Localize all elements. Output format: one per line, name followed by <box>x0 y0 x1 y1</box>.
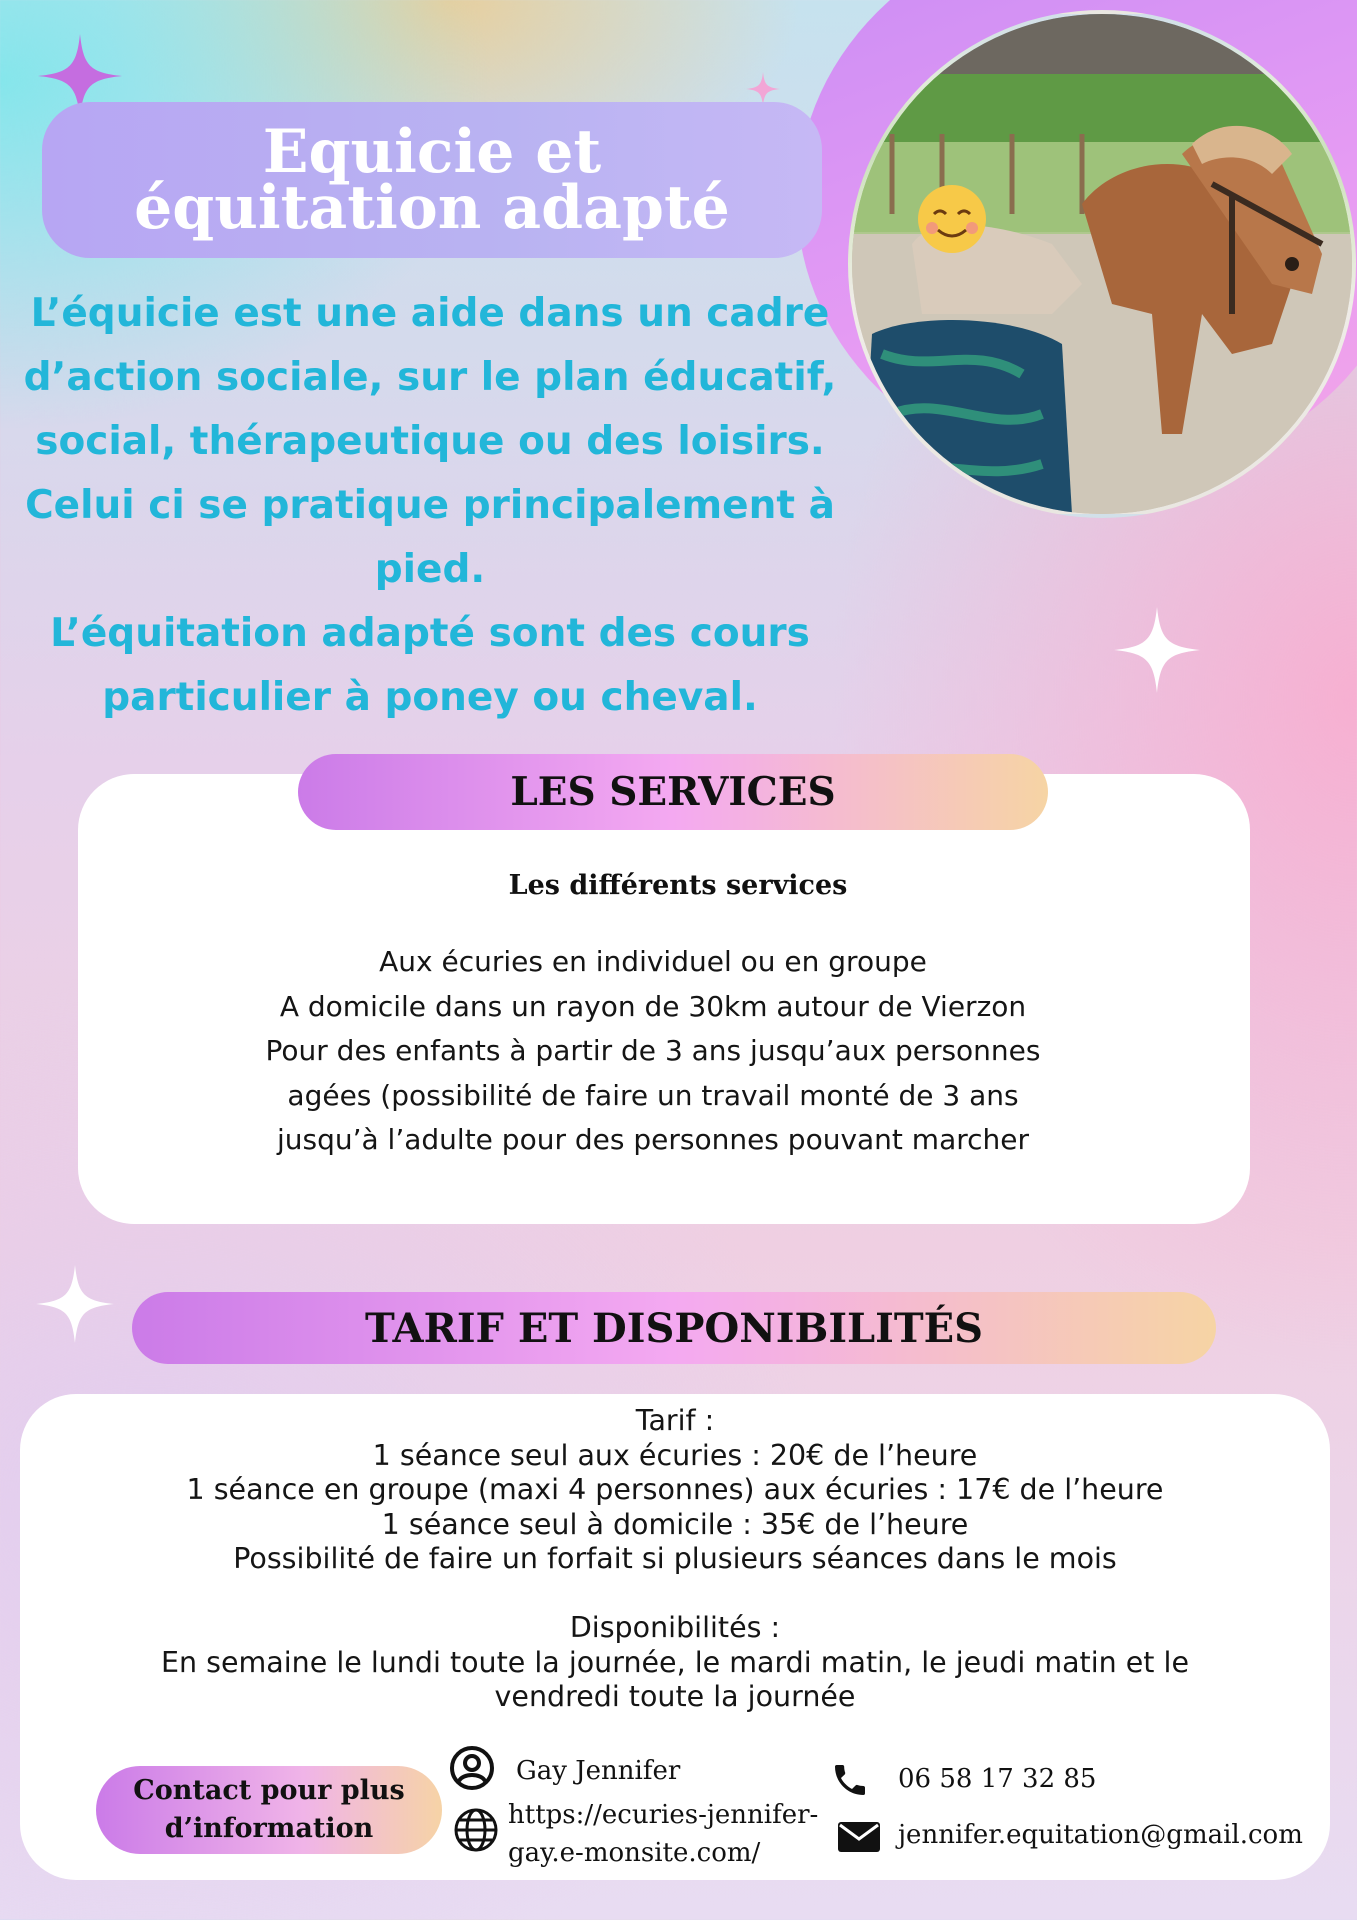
title-banner <box>42 102 822 258</box>
tarif-details <box>20 1404 1330 1715</box>
services-line: Aux écuries en individuel ou en groupe <box>379 945 927 978</box>
sparkle-icon <box>36 1262 114 1346</box>
smiling-face-emoji-icon <box>918 185 986 253</box>
contact-button[interactable] <box>96 1766 442 1854</box>
website-line-2: gay.e-monsite.com/ <box>508 1838 761 1868</box>
tarif-label: Tarif : <box>635 1404 715 1437</box>
tarif-line: 1 séance seul aux écuries : 20€ de l’heure <box>372 1438 978 1472</box>
pony-photo <box>848 10 1356 518</box>
services-line: jusqu’à l’adulte pour des personnes pouvant marcher <box>276 1123 1030 1156</box>
website-line-1: https://ecuries-jennifer- <box>508 1800 819 1830</box>
user-icon <box>448 1744 496 1792</box>
pony-photo-illustration <box>852 14 1352 514</box>
services-line: agées (possibilité de faire un travail monté de 3 ans <box>287 1078 1019 1112</box>
services-heading: LES SERVICES <box>298 754 1048 830</box>
contact-name: Gay Jennifer <box>516 1756 681 1786</box>
spacer <box>20 1577 1330 1612</box>
globe-icon <box>452 1806 500 1854</box>
sparkle-icon <box>1114 604 1200 696</box>
tarif-line: Possibilité de faire un forfait si plusieurs séances dans le mois <box>233 1542 1117 1575</box>
phone-icon <box>830 1760 870 1800</box>
intro-paragraph-1: L’équicie est une aide dans un cadre d’action sociale, sur le plan éducatif, social, thérapeutique ou des loisirs. Celui ci se pratique principalement à pied. <box>23 291 837 592</box>
sparkle-icon <box>746 72 780 106</box>
tarif-line: 1 séance en groupe (maxi 4 personnes) aux écuries : 17€ de l’heure <box>186 1473 1164 1506</box>
dispo-line: vendredi toute la journée <box>494 1680 856 1713</box>
services-line: Pour des enfants à partir de 3 ans jusqu’aux personnes <box>265 1034 1041 1067</box>
mail-icon <box>838 1822 880 1852</box>
contact-button-label: Contact pour plus d’information <box>133 1775 405 1844</box>
services-line: A domicile dans un rayon de 30km autour de Vierzon <box>279 989 1027 1023</box>
contact-email[interactable]: jennifer.equitation@gmail.com <box>898 1820 1303 1850</box>
page-title: Equicie et équitation adapté <box>134 117 730 243</box>
contact-phone[interactable]: 06 58 17 32 85 <box>898 1764 1097 1794</box>
tarif-heading: TARIF ET DISPONIBILITÉS <box>132 1292 1216 1364</box>
services-list <box>78 940 1228 1163</box>
services-subtitle: Les différents services <box>508 870 848 901</box>
intro-text <box>10 282 850 730</box>
tarif-line: 1 séance seul à domicile : 35€ de l’heure <box>381 1507 969 1541</box>
dispo-label: Disponibilités : <box>569 1611 781 1644</box>
dispo-line: En semaine le lundi toute la journée, le mardi matin, le jeudi matin et le <box>161 1645 1189 1679</box>
intro-paragraph-2: L’équitation adapté sont des cours particulier à poney ou cheval. <box>50 611 810 720</box>
website-link[interactable] <box>508 1796 818 1872</box>
